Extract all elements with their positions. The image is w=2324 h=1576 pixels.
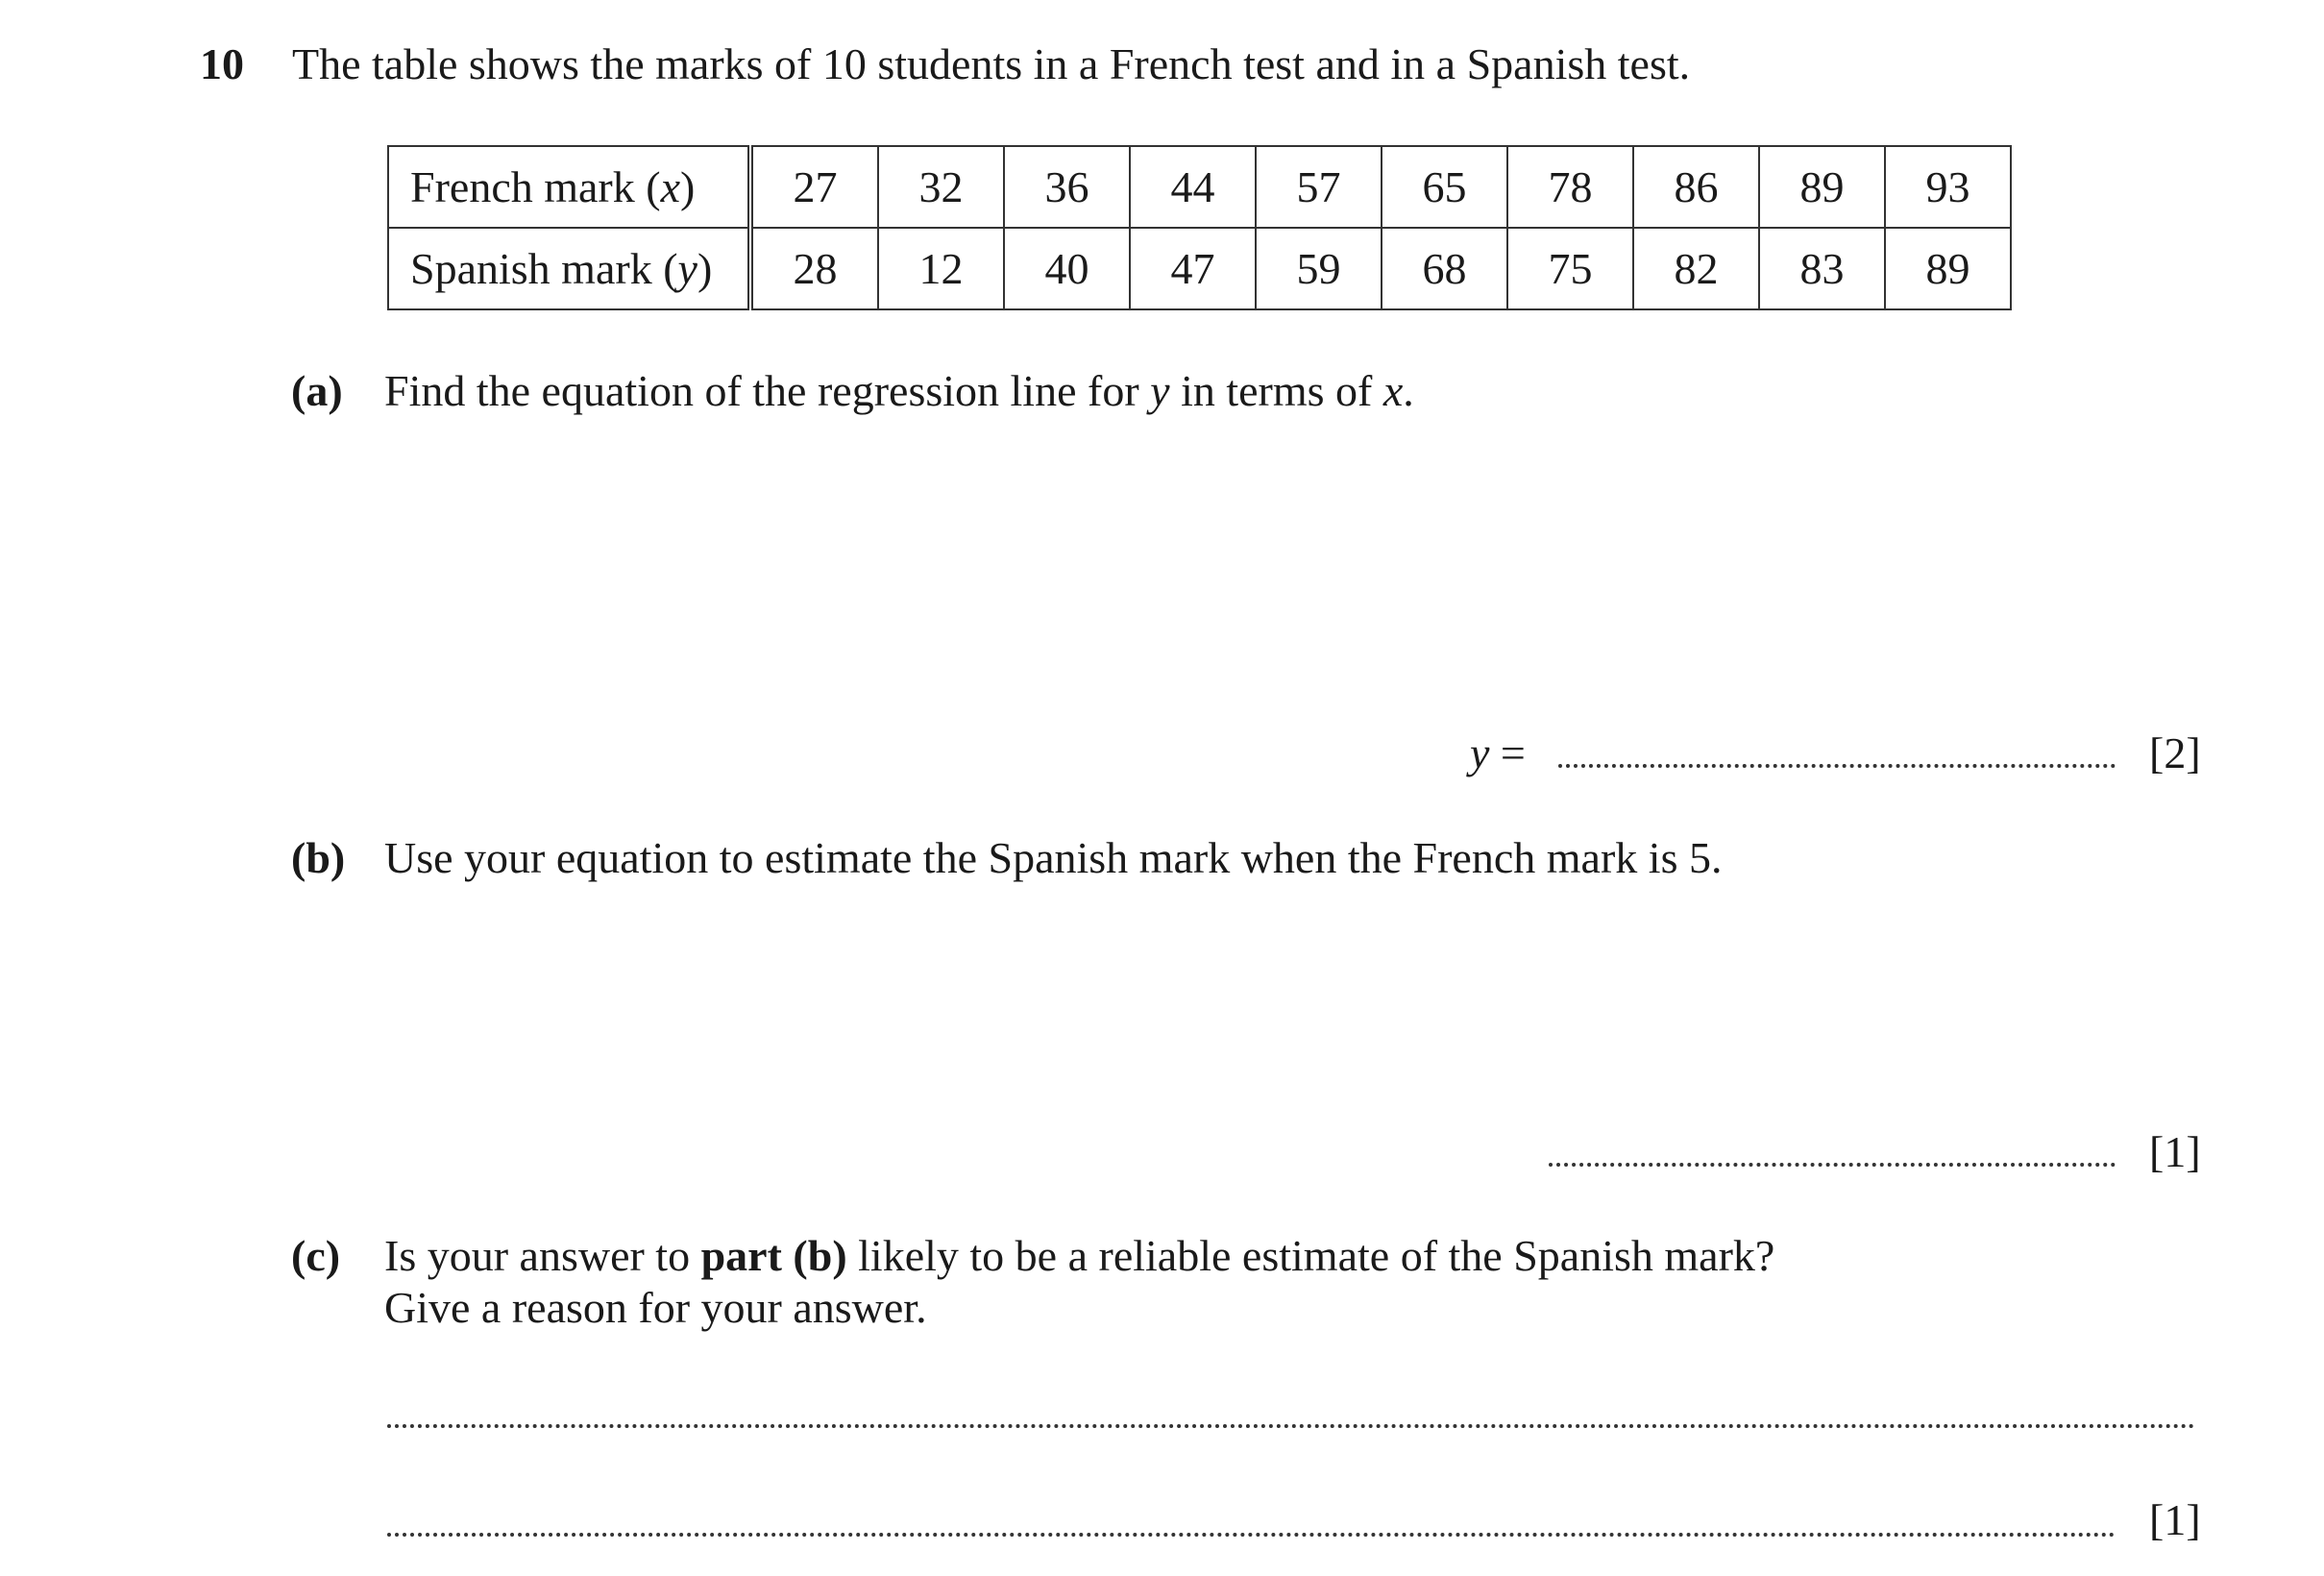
part-b-marks: [1] xyxy=(2149,1127,2201,1176)
table-cell: 28 xyxy=(750,228,878,309)
row-label-spanish: Spanish mark (y) xyxy=(388,228,750,309)
part-a-marks: [2] xyxy=(2149,728,2201,777)
question-stem: The table shows the marks of 10 students in a French test and in a Spanish test. xyxy=(292,39,1691,88)
table-cell: 89 xyxy=(1885,228,2011,309)
part-c-text-line1: Is your answer to part (b) likely to be a reliable estimate of the Spanish mark? xyxy=(384,1231,1775,1280)
table-cell: 78 xyxy=(1507,146,1633,228)
table-cell: 86 xyxy=(1633,146,1759,228)
table-cell: 93 xyxy=(1885,146,2011,228)
table-cell: 12 xyxy=(878,228,1004,309)
part-b-answer-line[interactable] xyxy=(1549,1163,2116,1167)
part-b-text: Use your equation to estimate the Spanish mark when the French mark is 5. xyxy=(384,833,1723,882)
part-c-label: (c) xyxy=(291,1231,341,1280)
table-row-french xyxy=(388,146,2011,228)
table-cell: 83 xyxy=(1759,228,1885,309)
table-cell: 59 xyxy=(1256,228,1382,309)
part-b-label: (b) xyxy=(291,833,346,882)
part-a-label: (a) xyxy=(291,366,343,415)
part-a-text: Find the equation of the regression line for y in terms of x. xyxy=(384,366,1414,415)
table-cell: 40 xyxy=(1004,228,1130,309)
question-number: 10 xyxy=(200,39,244,88)
row-label-french: French mark (x) xyxy=(388,146,750,228)
table-cell: 65 xyxy=(1382,146,1507,228)
table-cell: 44 xyxy=(1130,146,1256,228)
part-c-answer-line-2[interactable] xyxy=(387,1533,2116,1537)
table-cell: 36 xyxy=(1004,146,1130,228)
table-cell: 82 xyxy=(1633,228,1759,309)
table-cell: 89 xyxy=(1759,146,1885,228)
part-c-answer-line-1[interactable] xyxy=(387,1424,2195,1428)
part-a-answer-prefix: y = xyxy=(1470,728,1526,777)
part-c-marks: [1] xyxy=(2149,1495,2201,1544)
table-row-spanish xyxy=(388,228,2011,309)
table-cell: 57 xyxy=(1256,146,1382,228)
table-cell: 75 xyxy=(1507,228,1633,309)
part-a-answer-line[interactable] xyxy=(1558,764,2116,768)
table-cell: 27 xyxy=(750,146,878,228)
table-cell: 68 xyxy=(1382,228,1507,309)
marks-table xyxy=(387,145,2012,310)
table-cell: 32 xyxy=(878,146,1004,228)
part-c-text-line2: Give a reason for your answer. xyxy=(384,1283,927,1332)
table-cell: 47 xyxy=(1130,228,1256,309)
